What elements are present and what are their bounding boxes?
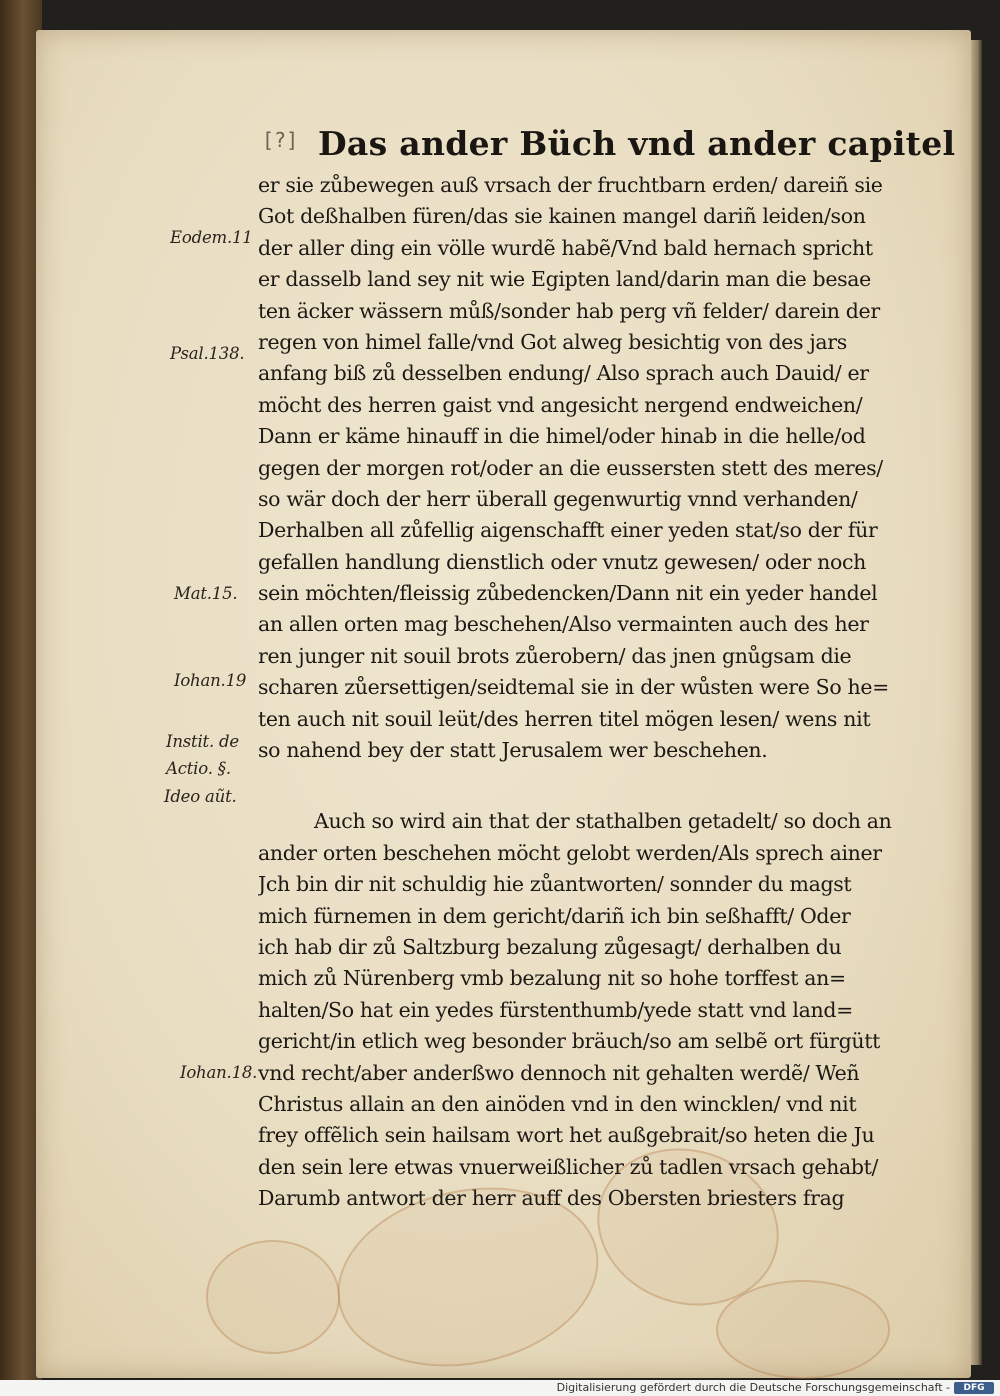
text-line: er sie zůbewegen auß vrsach der fruchtbarn erden/ dareiñ sie xyxy=(258,173,883,197)
text-line: anfang biß zů desselben endung/ Also sprach auch Dauid/ er xyxy=(258,361,869,386)
text-line: an allen orten mag beschehen/Also vermainten auch des her xyxy=(258,612,869,637)
text-line: möcht des herren gaist vnd angesicht nergend endweichen/ xyxy=(258,392,863,417)
text-line: so nahend bey der statt Jerusalem wer beschehen. xyxy=(258,738,768,763)
text-line: scharen zůersettigen/seidtemal sie in der wůsten were So he= xyxy=(258,675,889,700)
margin-note: Mat.15. xyxy=(174,584,238,603)
text-line: ren junger nit souil brots zůerobern/ das jnen gnůgsam die xyxy=(258,643,852,668)
text-line: so wär doch der herr überall gegenwurtig vnnd verhanden/ xyxy=(258,486,858,511)
text-line: der aller ding ein völle wurdẽ habẽ/Vnd bald hernach spricht xyxy=(258,235,873,260)
text-line: vnd recht/aber anderßwo dennoch nit gehalten werdẽ/ Weñ xyxy=(258,1060,860,1085)
text-line: Dann er käme hinauff in die himel/oder hinab in die helle/od xyxy=(258,424,866,449)
dfg-logo-icon[interactable]: DFG xyxy=(954,1382,994,1394)
text-line: Derhalben all zůfellig aigenschafft einer yeden stat/so der für xyxy=(258,518,878,543)
running-head: Das ander Büch vnd ander capitel xyxy=(318,124,956,163)
margin-note: Iohan.19 xyxy=(174,671,247,690)
text-line: gefallen handlung dienstlich oder vnutz gewesen/ oder noch xyxy=(258,549,866,574)
margin-note: Psal.138. xyxy=(170,344,245,363)
margin-note: Eodem.11 xyxy=(170,228,253,247)
text-line: Darumb antwort der herr auff des Obersten briesters frag xyxy=(258,1186,845,1211)
text-line: Jch bin dir nit schuldig hie zůantworten/ sonnder du magst xyxy=(258,872,852,897)
text-line: Christus allain an den ainöden vnd in den wincklen/ vnd nit xyxy=(258,1091,857,1116)
margin-note: Iohan.18. xyxy=(180,1063,258,1082)
water-stain xyxy=(716,1280,890,1379)
text-line: ander orten beschehen möcht gelobt werden/Als sprech ainer xyxy=(258,840,882,865)
footer-credit: Digitalisierung gefördert durch die Deutsche Forschungsgemeinschaft - xyxy=(556,1381,950,1394)
text-line: er dasselb land sey nit wie Egipten land/darin man die besae xyxy=(258,267,871,292)
water-stain xyxy=(206,1240,340,1354)
text-line: mich fürnemen in dem gericht/dariñ ich bin seßhafft/ Oder xyxy=(258,903,851,928)
catchmark: [?] xyxy=(262,128,299,152)
text-line: frey offẽlich sein hailsam wort het außgebrait/so heten die Ju xyxy=(258,1123,875,1148)
paragraph-gap xyxy=(258,766,948,806)
digitization-footer xyxy=(0,1380,1000,1396)
text-line: regen von himel falle/vnd Got alweg besichtig von des jars xyxy=(258,329,847,354)
margin-note: Instit. de xyxy=(166,732,239,751)
text-line: sein möchten/fleissig zůbedencken/Dann nit ein yeder handel xyxy=(258,581,878,606)
text-line: gericht/in etlich weg besonder bräuch/so am selbẽ ort fürgütt xyxy=(258,1029,881,1054)
text-line: ten äcker wässern můß/sonder hab perg vñ felder/ darein der xyxy=(258,298,880,323)
text-line: gegen der morgen rot/oder an die eussersten stett des meres/ xyxy=(258,455,883,480)
margin-note: Actio. §. xyxy=(166,759,231,778)
text-line: Auch so wird ain that der stathalben getadelt/ so doch an xyxy=(314,809,892,834)
margin-note: Ideo aũt. xyxy=(164,787,237,806)
text-line: den sein lere etwas vnuerweißlicher zů tadlen vrsach gehabt/ xyxy=(258,1154,879,1179)
text-line: mich zů Nürenberg vmb bezalung nit so hohe torffest an= xyxy=(258,966,846,991)
text-line: ich hab dir zů Saltzburg bezalung zůgesagt/ derhalben du xyxy=(258,934,842,959)
main-text xyxy=(258,170,948,1215)
text-line: ten auch nit souil leüt/des herren titel mögen lesen/ wens nit xyxy=(258,706,871,731)
text-line: halten/So hat ein yedes fürstenthumb/yede statt vnd land= xyxy=(258,997,853,1022)
text-line: Got deßhalben füren/das sie kainen mangel dariñ leiden/son xyxy=(258,204,866,229)
